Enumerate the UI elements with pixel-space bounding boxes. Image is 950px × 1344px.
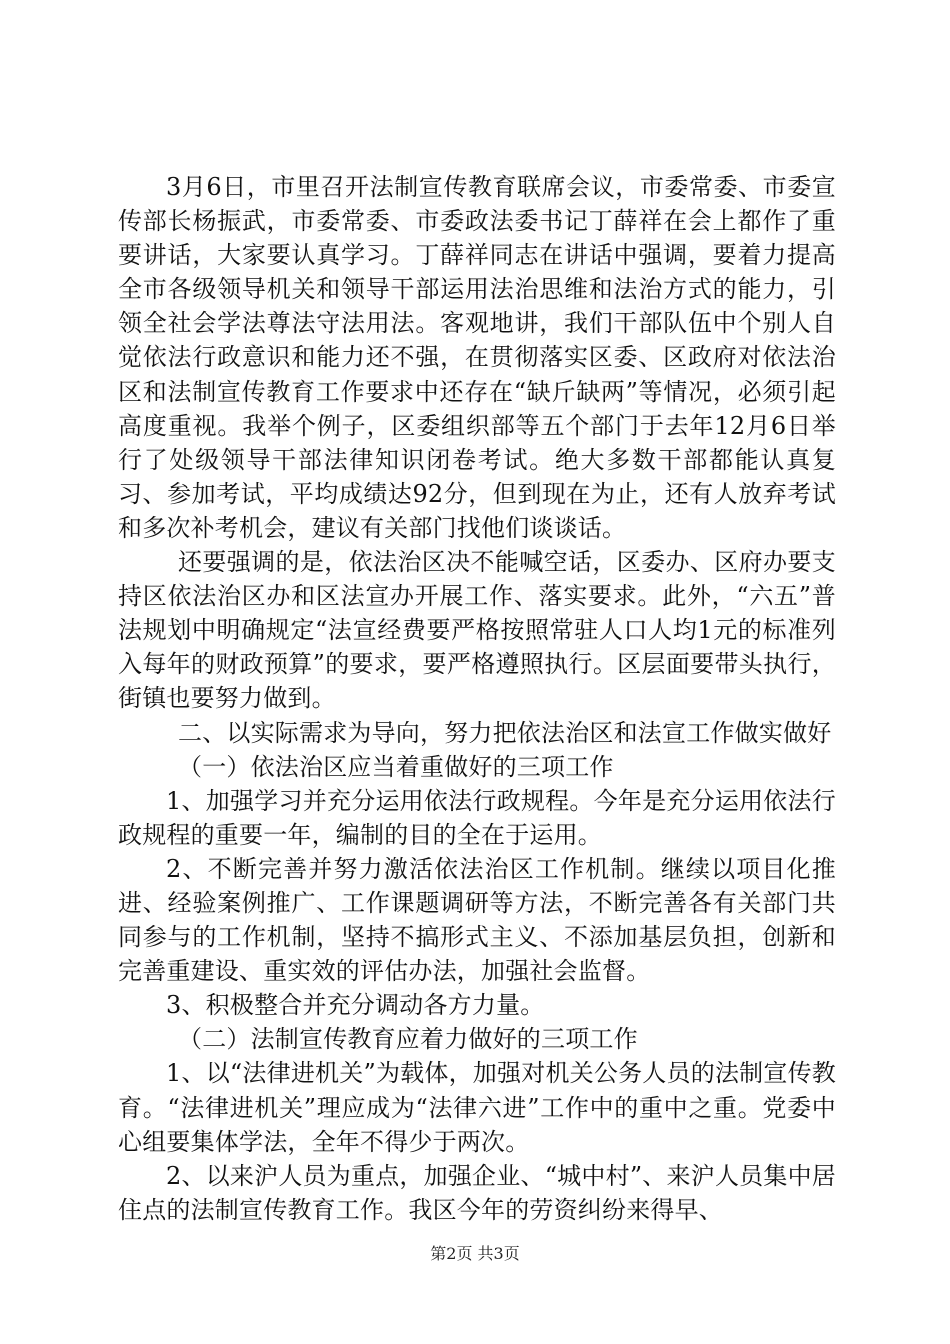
- item-3-forces: 3、积极整合并充分调动各方力量。: [166, 991, 545, 1020]
- paragraph-emphasis: 还要强调的是，依法治区决不能喊空话，区委办、区府办要支持区依法治区办和区法宣办开展工作、落实要求。此外，“六五”普法规划中明确规定“法宣经费要严格按照常驻人口人均1元的标准列入每年的财政预算”的要求，要严格遵照执行。区层面要带头执行，街镇也要努力做到。: [118, 548, 836, 713]
- document-body: [118, 170, 836, 1227]
- item-1-law-into-agencies: 1、以“法律进机关”为载体，加强对机关公务人员的法制宣传教育。“法律进机关”理应成为“法律六进”工作中的重中之重。党委中心组要集体学法，全年不得少于两次。: [118, 1059, 836, 1156]
- page-footer: [0, 1244, 950, 1264]
- section-heading-two: 二、以实际需求为导向，努力把依法治区和法宣工作做实做好: [178, 718, 832, 747]
- subsection-heading-one: （一）依法治区应当着重做好的三项工作: [178, 752, 614, 781]
- subsection-heading-two: （二）法制宣传教育应着力做好的三项工作: [178, 1025, 638, 1054]
- item-2-mechanism: 2、不断完善并努力激活依法治区工作机制。继续以项目化推进、经验案例推广、工作课题调研等方法，不断完善各有关部门共同参与的工作机制，坚持不搞形式主义、不添加基层负担，创新和完善重建设、重实效的评估办法，加强社会监督。: [118, 854, 836, 986]
- item-1-rules: 1、加强学习并充分运用依法行政规程。今年是充分运用依法行政规程的重要一年，编制的目的全在于运用。: [118, 786, 836, 849]
- item-2-migrant-workers: 2、以来沪人员为重点，加强企业、“城中村”、来沪人员集中居住点的法制宣传教育工作。我区今年的劳资纠纷来得早、: [118, 1161, 836, 1224]
- page-number: 第2页 共3页: [430, 1244, 520, 1263]
- paragraph-meeting-summary: 3月6日，市里召开法制宣传教育联席会议，市委常委、市委宣传部长杨振武，市委常委、市委政法委书记丁薛祥在会上都作了重要讲话，大家要认真学习。丁薛祥同志在讲话中强调，要着力提高全市各级领导机关和领导干部运用法治思维和法治方式的能力，引领全社会学法尊法守法用法。客观地讲，我们干部队伍中个别人自觉依法行政意识和能力还不强，在贯彻落实区委、区政府对依法治区和法制宣传教育工作要求中还存在“缺斤缺两”等情况，必须引起高度重视。我举个例子，区委组织部等五个部门于去年12月6日举行了处级领导干部法律知识闭卷考试。绝大多数干部都能认真复习、参加考试，平均成绩达92分，但到现在为止，还有人放弃考试和多次补考机会，建议有关部门找他们谈谈话。: [118, 173, 836, 542]
